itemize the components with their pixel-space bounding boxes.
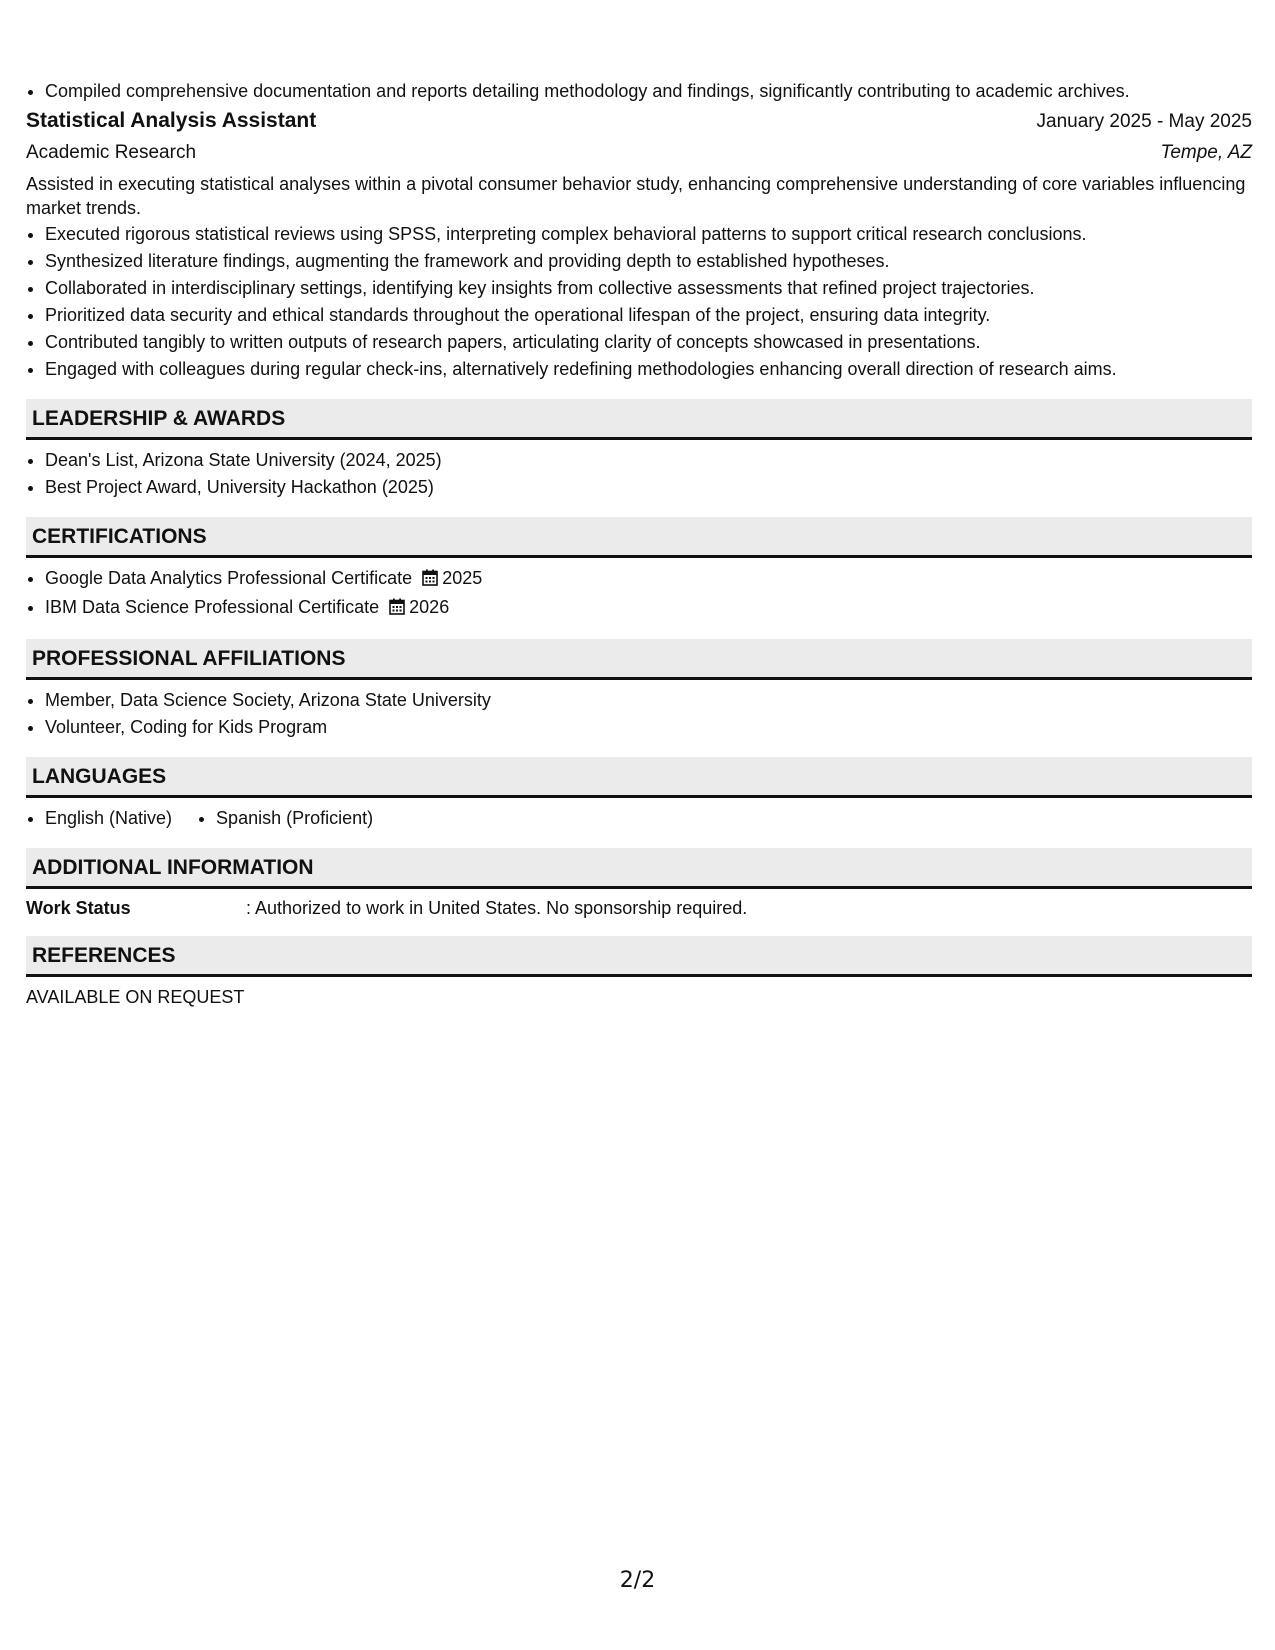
- job-header: [26, 105, 1252, 138]
- list-item: • Dean's List, Arizona State University (2024, 2025): [45, 447, 1252, 474]
- leadership-section: [26, 399, 1252, 501]
- section-heading: LANGUAGES: [26, 757, 1252, 798]
- job-summary: Assisted in executing statistical analyses within a pivotal consumer behavior study, enhancing comprehensive understanding of core variables influencing market trends.: [26, 174, 1246, 218]
- job-entry: [26, 105, 1252, 383]
- calendar-icon: [422, 567, 438, 594]
- certifications-section: [26, 517, 1252, 623]
- section-heading: PROFESSIONAL AFFILIATIONS: [26, 639, 1252, 680]
- list-item: • Best Project Award, University Hackathon (2025): [45, 474, 1252, 501]
- leadership-list: [26, 447, 1252, 501]
- references-text: AVAILABLE ON REQUEST: [26, 987, 245, 1007]
- list-item: • Contributed tangibly to written outputs of research papers, articulating clarity of concepts showcased in presentations.: [45, 329, 1252, 356]
- section-heading: ADDITIONAL INFORMATION: [26, 848, 1252, 889]
- list-item: [45, 594, 1252, 623]
- work-status-value: : Authorized to work in United States. No sponsorship required.: [246, 898, 748, 918]
- languages-list: [26, 805, 1252, 832]
- list-item: • Engaged with colleagues during regular check-ins, alternatively redefining methodologies enhancing overall direction of research aims.: [45, 356, 1252, 383]
- certification-year: 2026: [409, 597, 450, 617]
- job-organization: Academic Research: [26, 142, 197, 163]
- list-item: • Spanish (Proficient): [216, 805, 373, 832]
- page-number: 2/2: [619, 1568, 656, 1593]
- certification-year: 2025: [442, 568, 483, 588]
- section-heading: CERTIFICATIONS: [26, 517, 1252, 558]
- languages-section: [26, 757, 1252, 832]
- affiliations-list: [26, 687, 1252, 741]
- affiliations-section: [26, 639, 1252, 741]
- list-item: • Collaborated in interdisciplinary settings, identifying key insights from collective assessments that refined project trajectories.: [45, 275, 1252, 302]
- work-status-row: [26, 896, 1252, 920]
- additional-info-section: [26, 848, 1252, 920]
- certifications-list: [26, 565, 1252, 623]
- certification-name: Google Data Analytics Professional Certificate: [45, 568, 413, 588]
- list-item: [45, 565, 1252, 594]
- previous-job-bullets: [26, 78, 1252, 105]
- job-subheader: [26, 138, 1252, 168]
- references-section: [26, 936, 1252, 1010]
- certification-name: IBM Data Science Professional Certificate: [45, 597, 380, 617]
- list-item: • Volunteer, Coding for Kids Program: [45, 714, 1252, 741]
- job-bullets: [26, 221, 1252, 383]
- list-item: • English (Native): [45, 805, 172, 832]
- calendar-icon: [389, 596, 405, 623]
- work-status-label: Work Status: [26, 898, 131, 918]
- list-item: • Prioritized data security and ethical standards throughout the operational lifespan of the project, ensuring data integrity.: [45, 302, 1252, 329]
- list-item: • Member, Data Science Society, Arizona State University: [45, 687, 1252, 714]
- section-heading: REFERENCES: [26, 936, 1252, 977]
- job-dates: January 2025 - May 2025: [1036, 111, 1252, 132]
- job-title: Statistical Analysis Assistant: [26, 109, 317, 132]
- list-item: • Executed rigorous statistical reviews using SPSS, interpreting complex behavioral patterns to support critical research conclusions.: [45, 221, 1252, 248]
- section-heading: LEADERSHIP & AWARDS: [26, 399, 1252, 440]
- list-item: • Compiled comprehensive documentation and reports detailing methodology and findings, significantly contributing to academic archives.: [45, 78, 1252, 105]
- resume-page: [26, 78, 1252, 1010]
- list-item: • Synthesized literature findings, augmenting the framework and providing depth to established hypotheses.: [45, 248, 1252, 275]
- job-location: Tempe, AZ: [1160, 142, 1252, 163]
